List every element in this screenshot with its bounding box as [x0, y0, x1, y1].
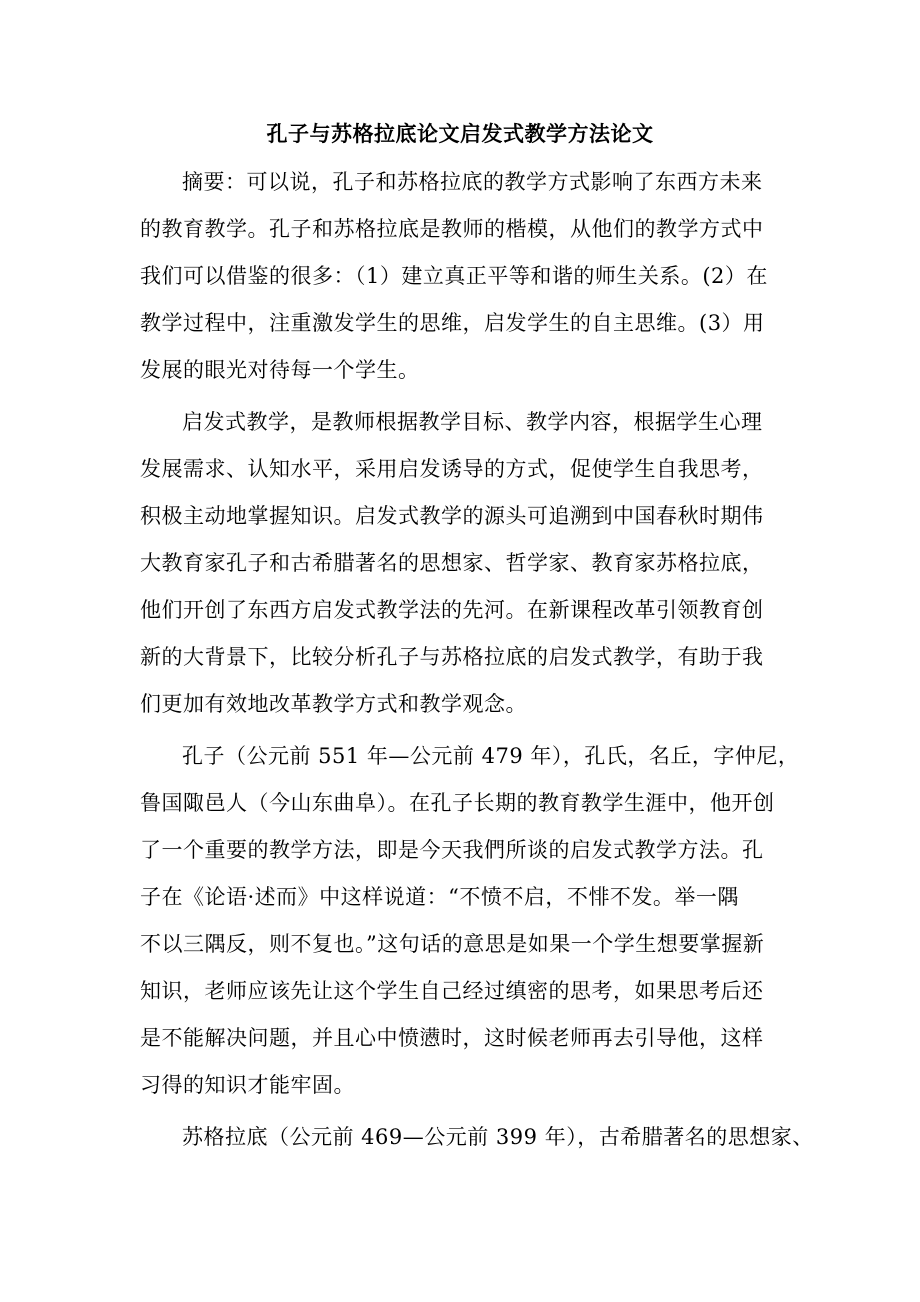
paragraph-line: 教学过程中，注重激发学生的思维，启发学生的自主思维。(3）用 [140, 311, 765, 335]
paragraph-line: 他们开创了东西方启发式教学法的先河。在新课程改革引领教育创 [140, 598, 764, 622]
document-title: 孔子与苏格拉底论文启发式教学方法论文 [266, 121, 654, 146]
paragraph-line: 鲁国陬邑人（今山东曲阜）。在孔子长期的教育教学生涯中，他开创 [140, 791, 775, 815]
paragraph-line: 摘要：可以说，孔子和苏格拉底的教学方式影响了东西方未来 [182, 170, 763, 194]
paragraph-line: 们更加有效地改革教学方式和教学观念。 [140, 692, 527, 716]
paragraph-line: 不以三隅反，则不复也。”这句话的意思是如果一个学生想要掌握新 [140, 932, 765, 956]
paragraph-line: 知识，老师应该先让这个学生自己经过缜密的思考，如果思考后还 [140, 979, 764, 1003]
paragraph-line: 我们可以借鉴的很多：（1）建立真正平等和谐的师生关系。(2）在 [140, 264, 768, 288]
paragraph-line: 发展需求、认知水平，采用启发诱导的方式，促使学生自我思考， [140, 457, 764, 481]
paragraph-line: 新的大背景下，比较分析孔子与苏格拉底的启发式教学，有助于我 [140, 645, 764, 669]
paragraph-line: 的教育教学。孔子和苏格拉底是教师的楷模，从他们的教学方式中 [140, 217, 764, 241]
paragraph-line: 是不能解决问题，并且心中愤懑时，这时候老师再去引导他，这样 [140, 1026, 764, 1050]
paragraph-line: 子在《论语·述而》中这样说道：“不愤不启，不悱不发。举一隅 [140, 885, 739, 909]
paragraph-line: 启发式教学，是教师根据教学目标、教学内容，根据学生心理 [182, 410, 763, 434]
paragraph-line: 孔子（公元前 551 年—公元前 479 年），孔氏，名丘，字仲尼， [182, 744, 800, 768]
paragraph-line: 大教育家孔子和古希腊著名的思想家、哲学家、教育家苏格拉底， [140, 551, 764, 575]
paragraph-line: 发展的眼光对待每一个学生。 [140, 358, 420, 382]
paragraph-line: 苏格拉底（公元前 469—公元前 399 年），古希腊著名的思想家、 [182, 1125, 814, 1149]
paragraph-line: 了一个重要的教学方法，即是今天我們所谈的启发式教学方法。孔 [140, 838, 764, 862]
paragraph-line: 习得的知识才能牢固。 [140, 1073, 355, 1097]
paragraph-line: 积极主动地掌握知识。启发式教学的源头可追溯到中国春秋时期伟 [140, 504, 764, 528]
